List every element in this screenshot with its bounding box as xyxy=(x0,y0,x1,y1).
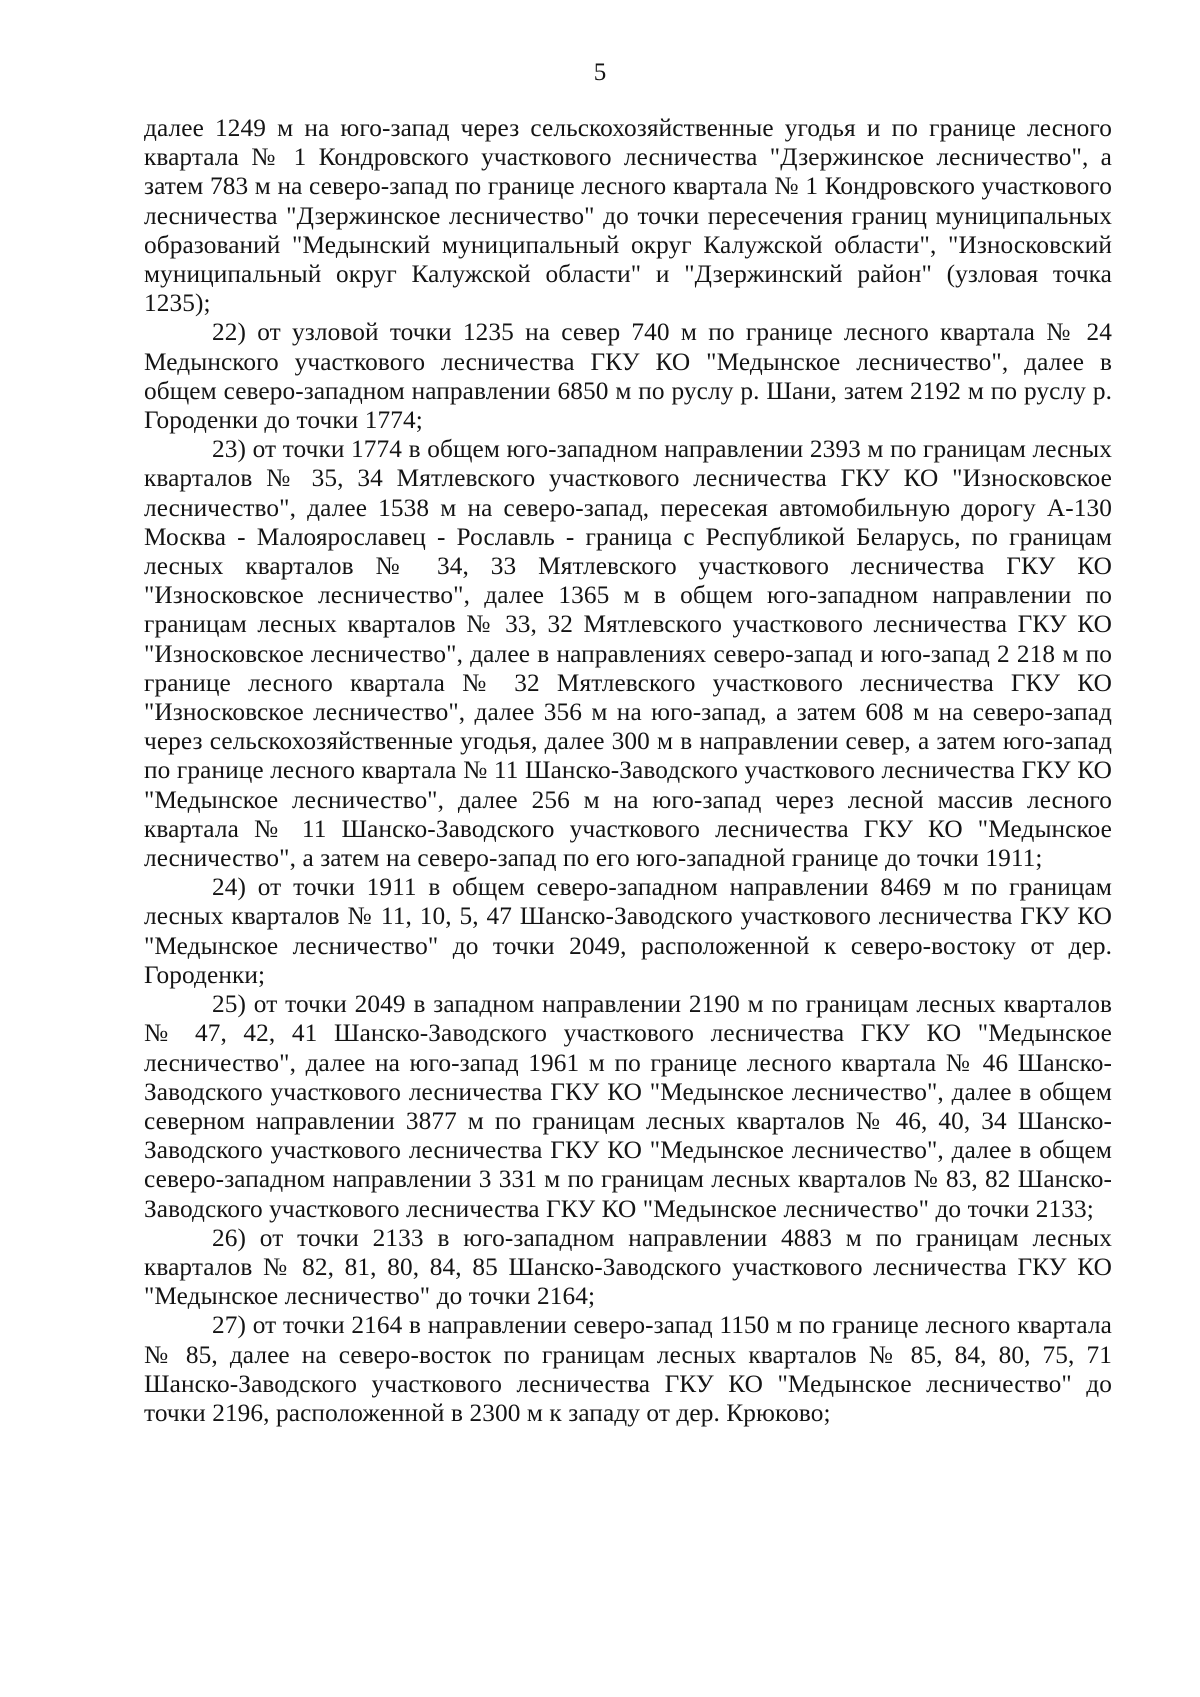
paragraph-item-22: 22) от узловой точки 1235 на север 740 м по границе лесного квартала № 24 Медынского участкового лесничества ГКУ КО "Медынское лесничество", далее в общем северо-западном направлении 6850 м по руслу р. Шани, затем 2192 м по руслу р. Городенки до точки 1774; xyxy=(144,318,1112,435)
document-body xyxy=(144,114,1112,1428)
paragraph-item-25: 25) от точки 2049 в западном направлении 2190 м по границам лесных кварталов № 47, 42, 41 Шанско-Заводского участкового лесничества ГКУ КО "Медынское лесничество", далее на юго-запад 1961 м по границе лесного квартала № 46 Шанско-Заводского участкового лесничества ГКУ КО "Медынское лесничество", далее в общем северном направлении 3877 м по границам лесных кварталов № 46, 40, 34 Шанско-Заводского участкового лесничества ГКУ КО "Медынское лесничество", далее в общем северо-западном направлении 3 331 м по границам лесных кварталов № 83, 82 Шанско-Заводского участкового лесничества ГКУ КО "Медынское лесничество" до точки 2133; xyxy=(144,990,1112,1223)
paragraph-item-23: 23) от точки 1774 в общем юго-западном направлении 2393 м по границам лесных кварталов № 35, 34 Мятлевского участкового лесничества ГКУ КО "Износковское лесничество", далее 1538 м на северо-запад, пересекая автомобильную дорогу А-130 Москва - Малоярославец - Рославль - граница с Республикой Беларусь, по границам лесных кварталов № 34, 33 Мятлевского участкового лесничества ГКУ КО "Износковское лесничество", далее 1365 м в общем юго-западном направлении по границам лесных кварталов № 33, 32 Мятлевского участкового лесничества ГКУ КО "Износковское лесничество", далее в направлениях северо-запад и юго-запад 2 218 м по границе лесного квартала № 32 Мятлевского участкового лесничества ГКУ КО "Износковское лесничество", далее 356 м на юго-запад, а затем 608 м на северо-запад через сельскохозяйственные угодья, далее 300 м в направлении север, а затем юго-запад по границе лесного квартала № 11 Шанско-Заводского участкового лесничества ГКУ КО "Медынское лесничество", далее 256 м на юго-запад через лесной массив лесного квартала № 11 Шанско-Заводского участкового лесничества ГКУ КО "Медынское лесничество", а затем на северо-запад по его юго-западной границе до точки 1911; xyxy=(144,435,1112,873)
page-number: 5 xyxy=(593,59,607,86)
paragraph-continuation: далее 1249 м на юго-запад через сельскохозяйственные угодья и по границе лесного квартала № 1 Кондровского участкового лесничества "Дзержинское лесничество", а затем 783 м на северо-запад по границе лесного квартала № 1 Кондровского участкового лесничества "Дзержинское лесничество" до точки пересечения границ муниципальных образований "Медынский муниципальный округ Калужской области", "Износковский муниципальный округ Калужской области" и "Дзержинский район" (узловая точка 1235); xyxy=(144,114,1112,318)
paragraph-item-26: 26) от точки 2133 в юго-западном направлении 4883 м по границам лесных кварталов № 82, 81, 80, 84, 85 Шанско-Заводского участкового лесничества ГКУ КО "Медынское лесничество" до точки 2164; xyxy=(144,1223,1112,1311)
paragraph-item-27: 27) от точки 2164 в направлении северо-запад 1150 м по границе лесного квартала № 85, далее на северо-восток по границам лесных кварталов № 85, 84, 80, 75, 71 Шанско-Заводского участкового лесничества ГКУ КО "Медынское лесничество" до точки 2196, расположенной в 2300 м к западу от дер. Крюково; xyxy=(144,1311,1112,1427)
paragraph-item-24: 24) от точки 1911 в общем северо-западном направлении 8469 м по границам лесных кварталов № 11, 10, 5, 47 Шанско-Заводского участкового лесничества ГКУ КО "Медынское лесничество" до точки 2049, расположенной к северо-востоку от дер. Городенки; xyxy=(144,873,1112,989)
